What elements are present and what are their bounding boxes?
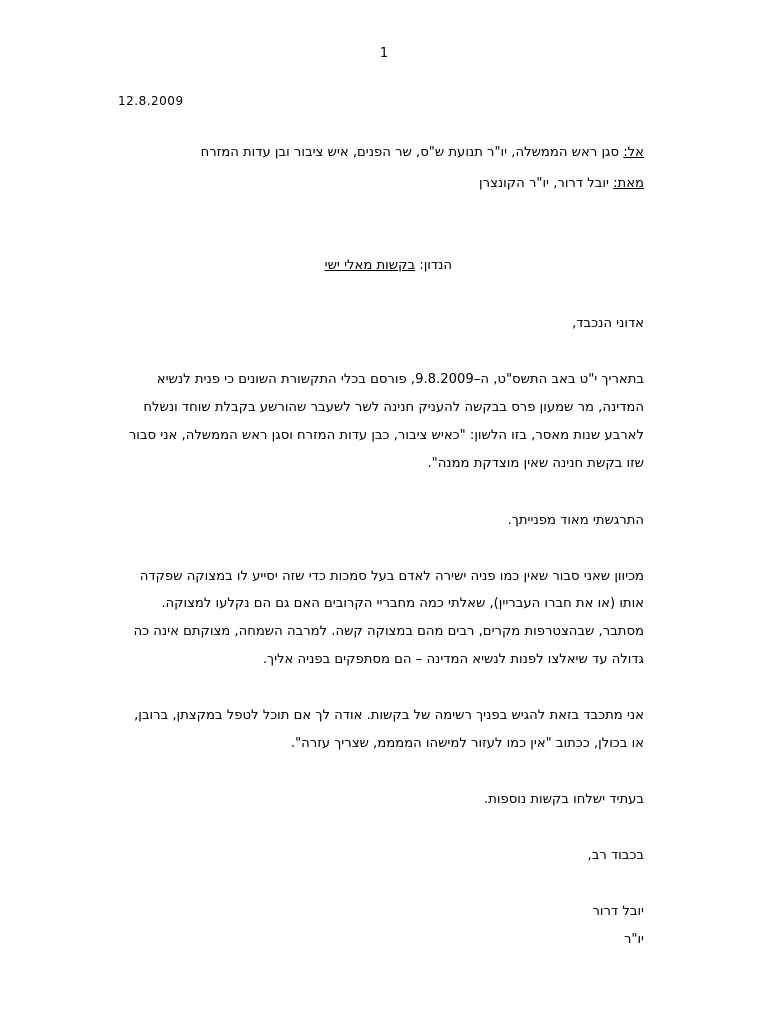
greeting: אדוני הנכבד, [572,316,644,331]
to-label: אל: [623,145,644,160]
signature-name: יובל דרור [592,904,644,919]
closing: בכבוד רב, [587,848,644,863]
paragraph3-line: אותו (או את חברו העבריין), שאלתי כמה מחבריי הקרובים האם גם הם נקלעו למצוקה. [161,596,644,611]
paragraph5: בעתיד ישלחו בקשות נוספות. [484,792,644,807]
paragraph3-line: גדולה עד שיאלצו לפנות לנשיא המדינה – הם מסתפקים בפניה אליך. [262,652,644,667]
letter-date: 12.8.2009 [118,94,184,108]
from-line [479,176,644,191]
from-text: יובל דרור, יו"ר הקונצרן [479,176,614,191]
paragraph4-line: אני מתכבד בזאת להגיש בפניך רשימה של בקשות. אודה לך אם תוכל לטפל במקצתן, ברובן, [134,708,644,723]
signature-title: יו"ר [623,932,644,947]
to-line [201,145,644,160]
subject-text: בקשות מאלי ישי [324,258,416,273]
from-label: מאת: [613,176,644,191]
subject-label: הנדון: [415,258,452,273]
paragraph2: התרגשתי מאוד מפנייתך. [507,513,644,528]
paragraph3-line: מכיוון שאני סבור שאין כמו פניה ישירה לאדם בעל סמכות כדי שזה יסייע לו במצוקה שפקדה [139,569,644,584]
paragraph1-line: בתאריך י"ט באב התשס"ט, ה–9.8.2009, פורסם בכלי התקשורת השונים כי פנית לנשיא [156,372,644,387]
paragraph1-line: המדינה, מר שמעון פרס בבקשה להעניק חנינה לשר לשעבר שהורשע בקבלת שוחד ונשלח [143,400,644,415]
page-number: 1 [379,46,389,61]
to-text: סגן ראש הממשלה, יו"ר תנועת ש"ס, שר הפנים, איש ציבור ובן עדות המזרח [200,145,624,160]
subject-line [325,258,452,273]
paragraph3-line: מסתבר, שבהצטרפות מקרים, רבים מהם במצוקה קשה. למרבה השמחה, מצוקתם אינה כה [133,624,644,639]
paragraph1-line: שזו בקשת חנינה שאין מוצדקת ממנה". [427,456,644,471]
paragraph1-line: לארבע שנות מאסר, בזו הלשון: "כאיש ציבור, כבן עדות המזרח וסגן ראש הממשלה, אני סבור [128,428,644,443]
paragraph4-line: או בכולן, ככתוב "אין כמו לעזור למישהו הממממ, שצריך עזרה". [290,736,644,751]
